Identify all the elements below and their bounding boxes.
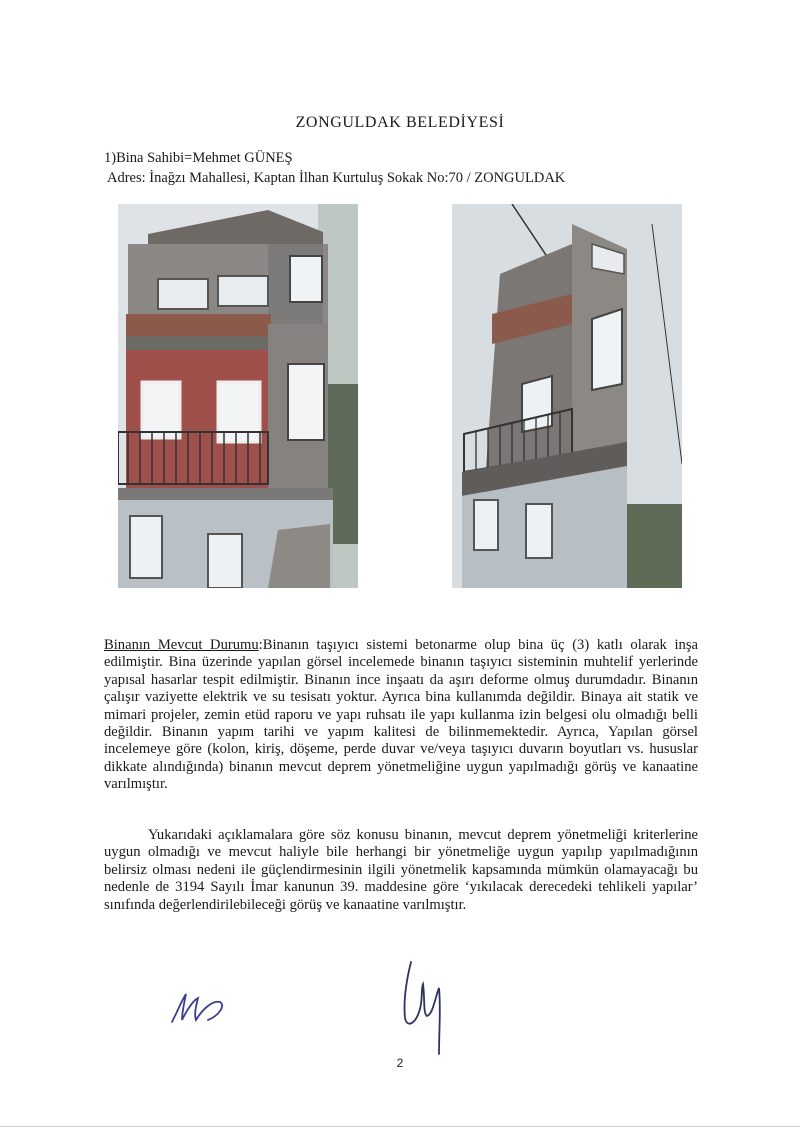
- page-number: 2: [396, 1056, 404, 1070]
- signature-right: [393, 958, 449, 1063]
- current-condition-paragraph: [104, 637, 698, 794]
- building-owner: 1)Bina Sahibi=Mehmet GÜNEŞ: [104, 150, 293, 166]
- conclusion-paragraph: Yukarıdaki açıklamalara göre söz konusu binanın, mevcut deprem yönetmeliği kriterlerine uygun olmadığı ve mevcut haliyle bile herhangi bir yönetmeliğe uygun yapılıp yapılmadığının belirsiz olması nedeni ile güçlendirmesinin ilgili yönetmelik kapsamında mümkün olamayacağı bu nedenle de 3194 Sayılı İmar kanunun 39. maddesine göre ‘yıkılacak derecedeki tehlikeli yapılar’ sınıfında değerlendirilebileceği görüş ve kanaatine varılmıştır.: [104, 827, 698, 913]
- building-address: Adres: İnağzı Mahallesi, Kaptan İlhan Kurtuluş Sokak No:70 / ZONGULDAK: [107, 170, 566, 186]
- signature-left: [168, 990, 228, 1031]
- section-heading: Binanın Mevcut Durumu: [104, 637, 259, 653]
- page-title: ZONGULDAK BELEDİYESİ: [295, 114, 505, 131]
- building-front-photo: [118, 204, 358, 588]
- bottom-divider: [0, 1126, 800, 1127]
- building-side-photo: [452, 204, 682, 588]
- current-condition-text: :Binanın taşıyıcı sistemi betonarme olup bina üç (3) katlı olarak inşa edilmiştir. Bina üzerinde yapılan görsel incelemede binanın taşıyıcı sisteminin muhtelif yerlerinde yapısal hasarlar tespit edilmiştir. Binanın ince inşaatı da aşırı deforme olmuş durumdadır. Binanın çalışır vaziyette elektrik ve su tesisatı yoktur. Ayrıca bina kullanımda değildir. Binaya ait statik ve mimari projeler, zemin etüd raporu ve yapı ruhsatı ile yapı kullanma izin belgesi olu olmadığı belli değildir. Binanın yapım tarihi ve yapım kalitesi de bilinmemektedir. Ayrıca, Yapılan görsel incelemeye göre (kolon, kiriş, döşeme, perde duvar ve/veya taşıyıcı duvarın boyutları vs. hususlar dikkate alındığında) binanın mevcut deprem yönetmeliğine uygun yapılmadığı görüş ve kanaatine varılmıştır.: [104, 637, 698, 793]
